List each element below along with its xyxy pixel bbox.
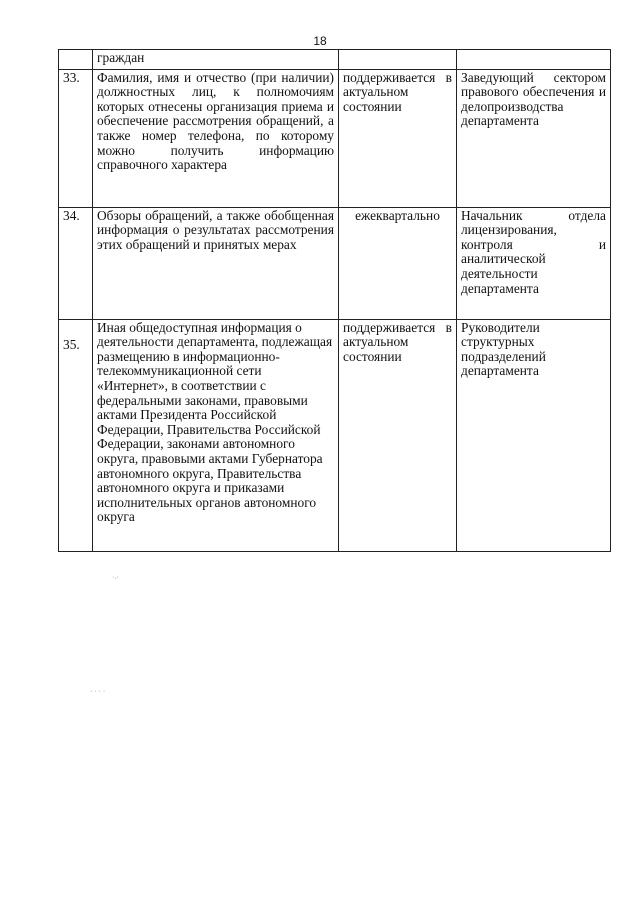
table-row (59, 50, 611, 70)
row-period: поддерживается в актуальном состоянии (339, 69, 457, 207)
row-responsible: Руководители структурных подразделений департамента (457, 319, 611, 551)
table-row (59, 207, 611, 319)
row-text: Иная общедоступная информация о деятельности департамента, подлежащая размещению в информационно-телекоммуникационной сети «Интернет», в соответствии с федеральными законами, правовыми актами Президента Российской Федерации, Правительства Российской Федерации, законами автономного округа, правовыми актами Губернатора автономного округа, Правительства автономного округа и приказами исполнительных органов автономного округа (93, 319, 339, 551)
table-row (59, 319, 611, 551)
row-number: 33. (59, 69, 93, 207)
row-number (59, 50, 93, 70)
row-responsible: Заведующий сектором правового обеспечения и делопроизводства департамента (457, 69, 611, 207)
row-responsible: Начальник отдела лицензирования, контроля и аналитической деятельности департамента (457, 207, 611, 319)
page-number: 18 (313, 34, 327, 48)
row-text: граждан (93, 50, 339, 70)
document-table (58, 49, 611, 552)
row-number: 35. (59, 319, 93, 551)
scan-artifact: · · · · (90, 688, 106, 695)
row-period (339, 50, 457, 70)
row-text: Фамилия, имя и отчество (при наличии) должностных лиц, к полномочиям которых отнесены организация приема и обеспечение рассмотрения обращений, а также номер телефона, по которому можно получить информацию справочного характера (93, 69, 339, 207)
row-text: Обзоры обращений, а также обобщенная информация о результатах рассмотрения этих обращений и принятых мерах (93, 207, 339, 319)
row-responsible (457, 50, 611, 70)
scan-artifact: ·.· (112, 574, 119, 581)
row-period: поддерживается в актуальном состоянии (339, 319, 457, 551)
row-period: ежеквартально (339, 207, 457, 319)
row-number: 34. (59, 207, 93, 319)
table-row (59, 69, 611, 207)
